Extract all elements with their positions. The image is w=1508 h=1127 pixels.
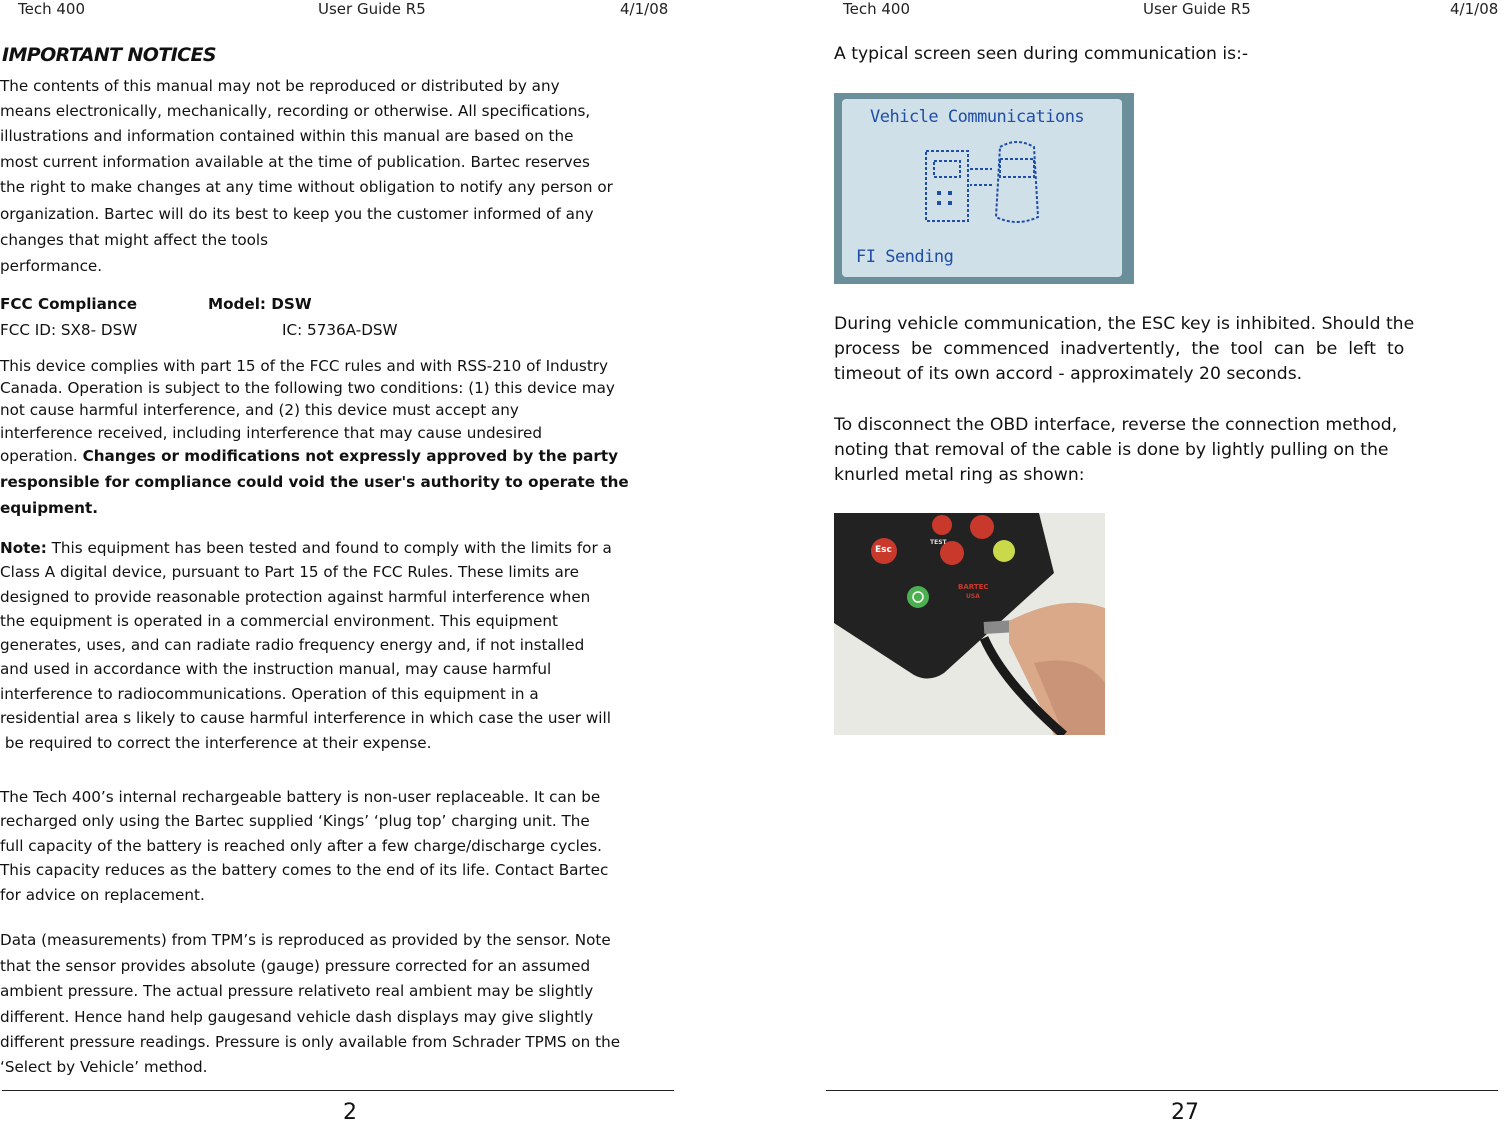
footer-divider (826, 1090, 1498, 1091)
ic-number: IC: 5736A-DSW (282, 321, 398, 339)
text-line: recharged only using the Bartec supplied ‘Kings’ ‘plug top’ charging unit. The (0, 812, 590, 830)
text-line: changes that might affect the tools (0, 231, 269, 249)
text-line: Note: This equipment has been tested and found to comply with the limits for a (0, 539, 612, 557)
text-line: for advice on replacement. (0, 886, 205, 904)
text-line: To disconnect the OBD interface, reverse the connection method, (834, 415, 1398, 435)
text-line: interference to radiocommunications. Operation of this equipment in a (0, 685, 539, 703)
text-line: performance. (0, 257, 103, 275)
header-left: Tech 400 (843, 0, 910, 18)
lcd-status: FI Sending (856, 247, 954, 267)
text-line: means electronically, mechanically, recording or otherwise. All specifications, (0, 102, 591, 120)
text-line: that the sensor provides absolute (gauge) pressure corrected for an assumed (0, 957, 591, 975)
header-center: User Guide R5 (318, 0, 426, 18)
text-line: knurled metal ring as shown: (834, 465, 1085, 485)
text-line: process be commenced inadvertently, the tool can be left to (834, 339, 1405, 359)
fcc-model-label: Model: DSW (208, 295, 312, 313)
text-line: different. Hence hand help gaugesand vehicle dash displays may give slightly (0, 1008, 594, 1026)
text-line: ambient pressure. The actual pressure relativeto real ambient may be slightly (0, 982, 594, 1000)
lcd-title: Vehicle Communications (870, 107, 1085, 127)
text-line: The contents of this manual may not be reproduced or distributed by any (0, 77, 560, 95)
page-number: 27 (1171, 1100, 1199, 1125)
text-line: The Tech 400’s internal rechargeable battery is non-user replaceable. It can be (0, 788, 601, 806)
text-line: generates, uses, and can radiate radio frequency energy and, if not installed (0, 636, 585, 654)
fcc-id: FCC ID: SX8- DSW (0, 321, 138, 339)
text-line: This device complies with part 15 of the FCC rules and with RSS-210 of Industry (0, 357, 609, 375)
text-line: full capacity of the battery is reached only after a few charge/discharge cycles. (0, 837, 602, 855)
left-page (0, 0, 750, 1127)
text-line: Data (measurements) from TPM’s is reproduced as provided by the sensor. Note (0, 931, 611, 949)
text-line: different pressure readings. Pressure is only available from Schrader TPMS on the (0, 1033, 621, 1051)
text-line: A typical screen seen during communication is:- (834, 44, 1249, 64)
text-line: be required to correct the interference at their expense. (0, 734, 432, 752)
footer-divider (2, 1090, 674, 1091)
page-number: 2 (343, 1100, 357, 1125)
text-line: designed to provide reasonable protection against harmful interference when (0, 588, 591, 606)
text-line: Canada. Operation is subject to the following two conditions: (1) this device may (0, 379, 615, 397)
header-left: Tech 400 (18, 0, 85, 18)
brand-label: BARTEC (958, 583, 989, 591)
text-line: the right to make changes at any time without obligation to notify any person or (0, 178, 613, 196)
text-line: noting that removal of the cable is done by lightly pulling on the (834, 440, 1389, 460)
text-line: operation. Changes or modifications not expressly approved by the party (0, 447, 618, 465)
fcc-compliance-label: FCC Compliance (0, 295, 138, 313)
text-line: This capacity reduces as the battery comes to the end of its life. Contact Bartec (0, 861, 609, 879)
right-page (820, 0, 1508, 1127)
page-title: IMPORTANT NOTICES (2, 44, 216, 66)
text-line: timeout of its own accord - approximately 20 seconds. (834, 364, 1303, 384)
device-disconnect-photo (834, 513, 1105, 735)
header-right: 4/1/08 (620, 0, 669, 18)
text-line: the equipment is operated in a commercial environment. This equipment (0, 612, 558, 630)
text-line: organization. Bartec will do its best to keep you the customer informed of any (0, 205, 594, 223)
text-line: and used in accordance with the instruction manual, may cause harmful (0, 660, 552, 678)
text-line: not cause harmful interference, and (2) this device must accept any (0, 401, 519, 419)
brand-sub-label: USA (966, 593, 980, 600)
text-line: responsible for compliance could void the user's authority to operate the (0, 473, 629, 491)
text-line: illustrations and information contained within this manual are based on the (0, 127, 574, 145)
text-line: equipment. (0, 499, 99, 517)
text-line: During vehicle communication, the ESC key is inhibited. Should the (834, 314, 1415, 334)
text-line: Class A digital device, pursuant to Part 15 of the FCC Rules. These limits are (0, 563, 580, 581)
text-line: interference received, including interference that may cause undesired (0, 424, 542, 442)
lcd-display (842, 99, 1122, 277)
header-right: 4/1/08 (1450, 0, 1499, 18)
text-line: ‘Select by Vehicle’ method. (0, 1058, 208, 1076)
text-line: most current information available at the time of publication. Bartec reserves (0, 153, 590, 171)
lcd-screen-image (834, 93, 1134, 284)
header-center: User Guide R5 (1143, 0, 1251, 18)
text-line: residential area s likely to cause harmful interference in which case the user will (0, 709, 611, 727)
esc-key-label: Esc (875, 545, 892, 555)
test-key-label: TEST (930, 539, 947, 546)
